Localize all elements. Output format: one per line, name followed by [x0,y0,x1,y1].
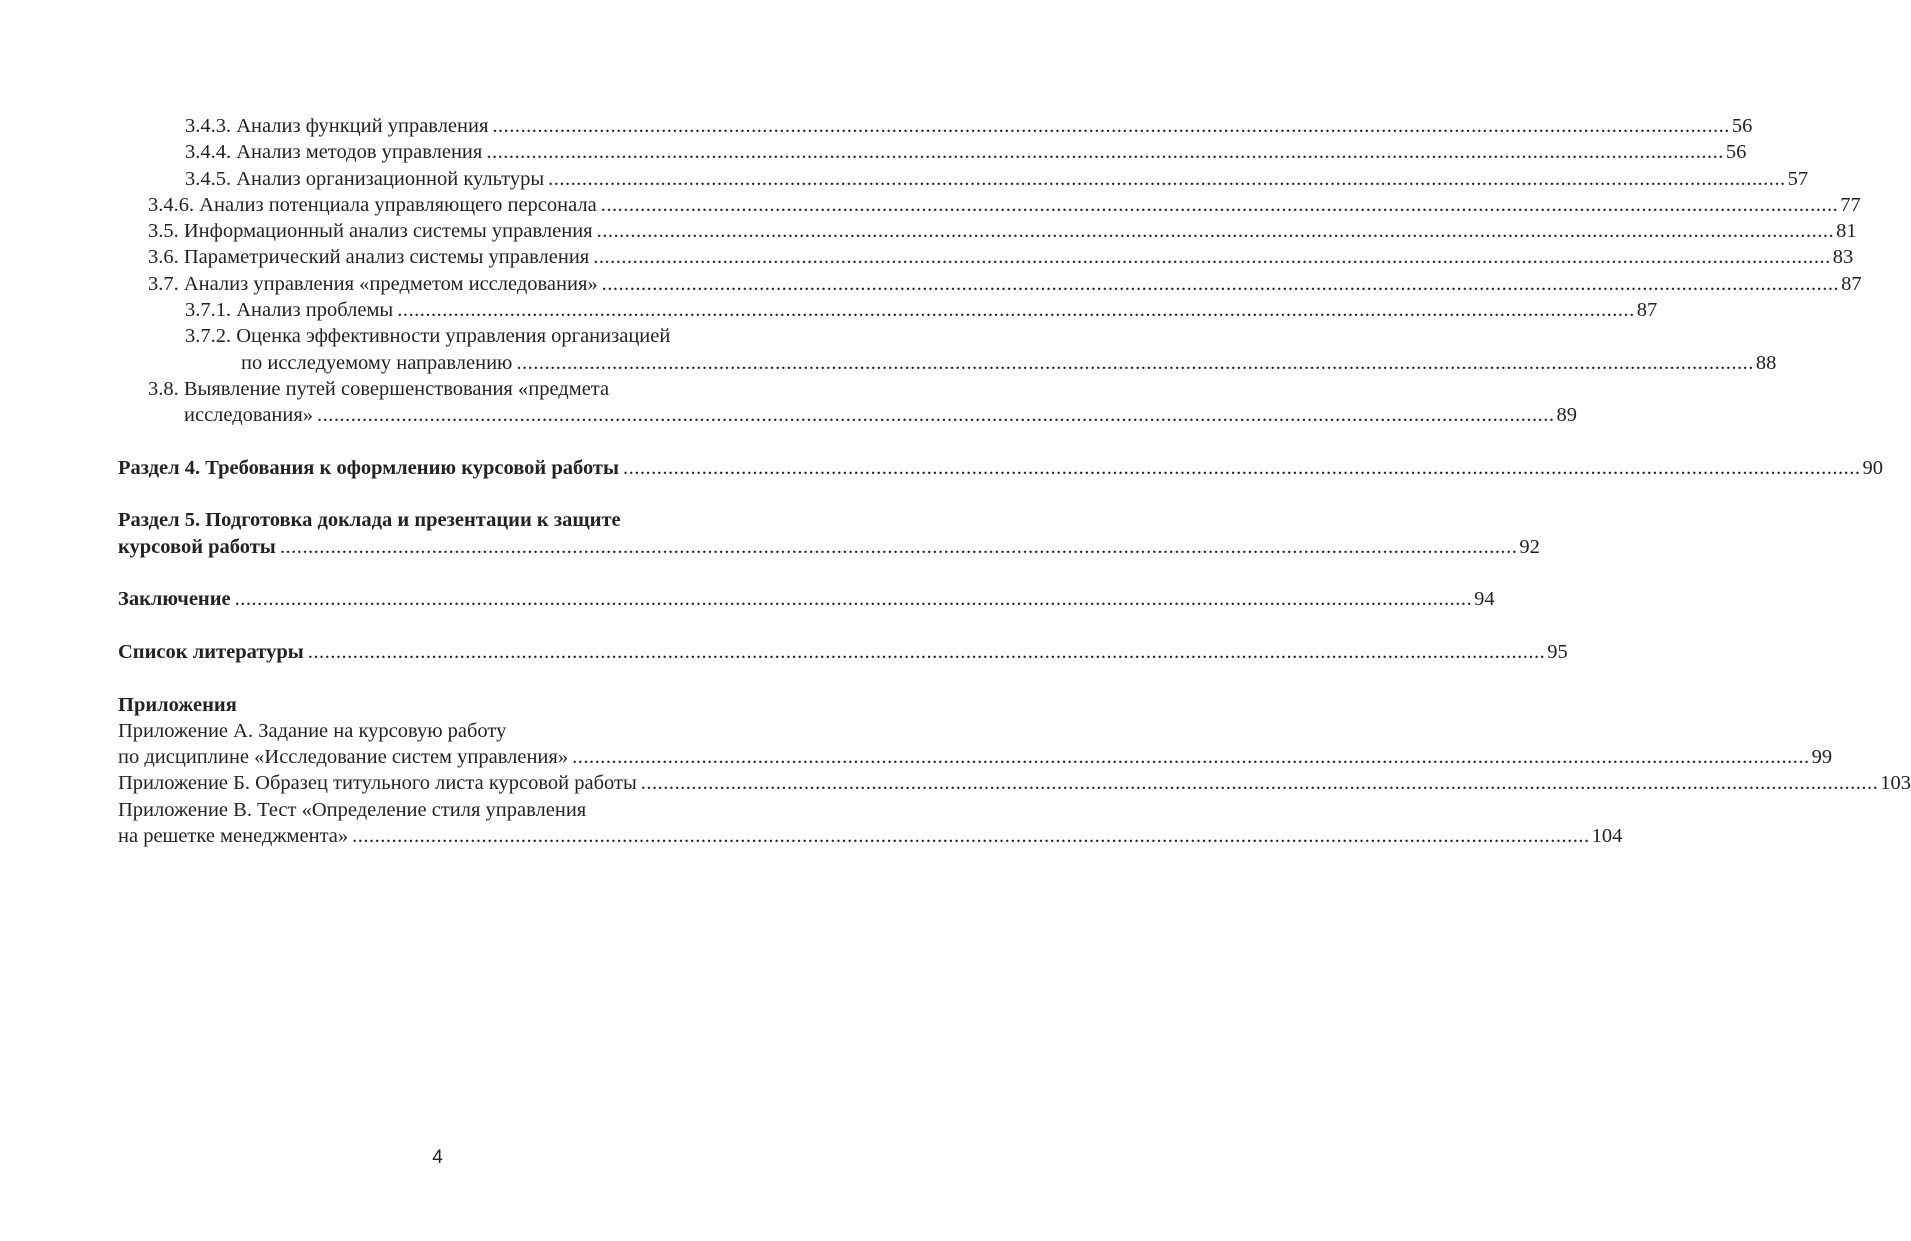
toc-entry-page: 89 [1556,404,1578,427]
toc-entry-title: 3.6. Параметрический анализ системы управления [148,246,590,269]
toc-entry-page: 56 [1725,141,1747,164]
toc-entry-page: 83 [1832,246,1854,269]
toc-entry-3-4-6[interactable] [118,192,1861,218]
dot-leader: ............................................................................................................................................................................................................................ [352,825,1590,848]
dot-leader: ............................................................................................................................................................................................................................ [307,640,1546,663]
toc-entry-title: на решетке менеджмента» [118,825,349,848]
dot-leader: ............................................................................................................................................................................................................................ [486,141,1724,164]
dot-leader: ............................................................................................................................................................................................................................ [601,272,1840,295]
dot-leader: ............................................................................................................................................................................................................................ [623,456,1861,479]
table-of-contents [118,113,1911,849]
spacer [118,560,756,586]
toc-entry-title-line: Приложение В. Тест «Определение стиля управления [118,798,587,821]
toc-entry-title-line: Приложение А. Задание на курсовую работу [118,719,507,742]
toc-entry-page: 56 [1731,115,1753,137]
toc-entry-3-7-2[interactable] [118,323,1777,376]
dot-leader: ............................................................................................................................................................................................................................ [397,299,1635,322]
toc-entry-title: Раздел 4. Требования к оформлению курсовой работы [118,456,620,479]
toc-entry-title: Приложение Б. Образец титульного листа курсовой работы [118,772,637,795]
dot-leader: ............................................................................................................................................................................................................................ [317,404,1555,427]
dot-leader: ............................................................................................................................................................................................................................ [279,535,1518,558]
toc-entry-title: 3.4.4. Анализ методов управления [185,141,483,164]
toc-entry-page: 94 [1474,588,1495,611]
toc-entry-page: 81 [1836,220,1857,243]
toc-entry-3-5[interactable] [118,218,1857,244]
toc-entry-title: 3.4.3. Анализ функций управления [185,115,489,137]
toc-entry-title: курсовой работы [118,535,276,558]
toc-entry-3-7-1[interactable] [118,297,1658,323]
dot-leader: ............................................................................................................................................................................................................................ [593,246,1831,269]
dot-leader: ............................................................................................................................................................................................................................ [492,115,1730,137]
toc-entry-page: 99 [1811,746,1833,769]
toc-entry-title: по исследуемому направлению [241,351,513,374]
toc-entry-conclusion[interactable] [118,586,1495,612]
toc-entry-title-line: 3.7.2. Оценка эффективности управления организацией [185,325,671,348]
dot-leader: ............................................................................................................................................................................................................................ [596,220,1835,243]
page-number: 4 [432,1147,443,1168]
toc-entry-title: Заключение [118,588,231,611]
toc-entry-title-line: Раздел 5. Подготовка доклада и презентации к защите [118,509,621,532]
toc-entry-page: 87 [1636,299,1658,322]
toc-entry-title: 3.4.5. Анализ организационной культуры [185,167,545,190]
toc-entry-title-line: 3.8. Выявление путей совершенствования «предмета [148,377,610,400]
dot-leader: ............................................................................................................................................................................................................................ [548,167,1786,190]
toc-entry-references[interactable] [118,639,1568,665]
toc-entry-page: 103 [1880,772,1911,795]
toc-entry-title: по дисциплине «Исследование систем управления» [118,746,569,769]
toc-entry-page: 87 [1841,272,1862,295]
dot-leader: ............................................................................................................................................................................................................................ [516,351,1754,374]
toc-entry-3-4-3[interactable] [118,113,1753,139]
toc-entry-3-7[interactable] [118,271,1862,297]
spacer [118,665,756,691]
dot-leader: ............................................................................................................................................................................................................................ [640,772,1879,795]
toc-entry-appendix-c[interactable] [118,797,1623,850]
toc-entry-page: 92 [1519,535,1540,558]
dot-leader: ............................................................................................................................................................................................................................ [600,193,1839,216]
spacer [118,429,756,455]
dot-leader: ............................................................................................................................................................................................................................ [234,588,1473,611]
toc-entry-3-6[interactable] [118,244,1854,270]
spacer [118,613,756,639]
toc-entry-section-5[interactable] [118,507,1540,560]
toc-entry-title: 3.5. Информационный анализ системы управления [148,220,593,243]
dot-leader: ............................................................................................................................................................................................................................ [572,746,1810,769]
spacer [118,481,756,507]
toc-entry-page: 104 [1591,825,1623,848]
toc-entry-3-4-5[interactable] [118,166,1809,192]
toc-entry-appendix-a[interactable] [118,718,1833,771]
toc-entry-page: 95 [1547,640,1568,663]
appendices-heading: Приложения [118,693,237,716]
toc-entry-section-4[interactable] [118,455,1884,481]
toc-entry-page: 88 [1755,351,1777,374]
toc-entry-page: 90 [1862,456,1884,479]
toc-entry-3-8[interactable] [118,376,1578,429]
toc-entry-page: 57 [1787,167,1809,190]
toc-entry-appendix-b[interactable] [118,770,1911,796]
toc-entry-title: Список литературы [118,640,304,663]
toc-entry-page: 77 [1840,193,1861,216]
toc-entry-title: 3.4.6. Анализ потенциала управляющего персонала [148,193,597,216]
toc-entry-title: исследования» [184,404,314,427]
toc-entry-3-4-4[interactable] [118,139,1747,165]
toc-entry-title: 3.7. Анализ управления «предметом исследования» [148,272,598,295]
toc-entry-title: 3.7.1. Анализ проблемы [185,299,394,322]
